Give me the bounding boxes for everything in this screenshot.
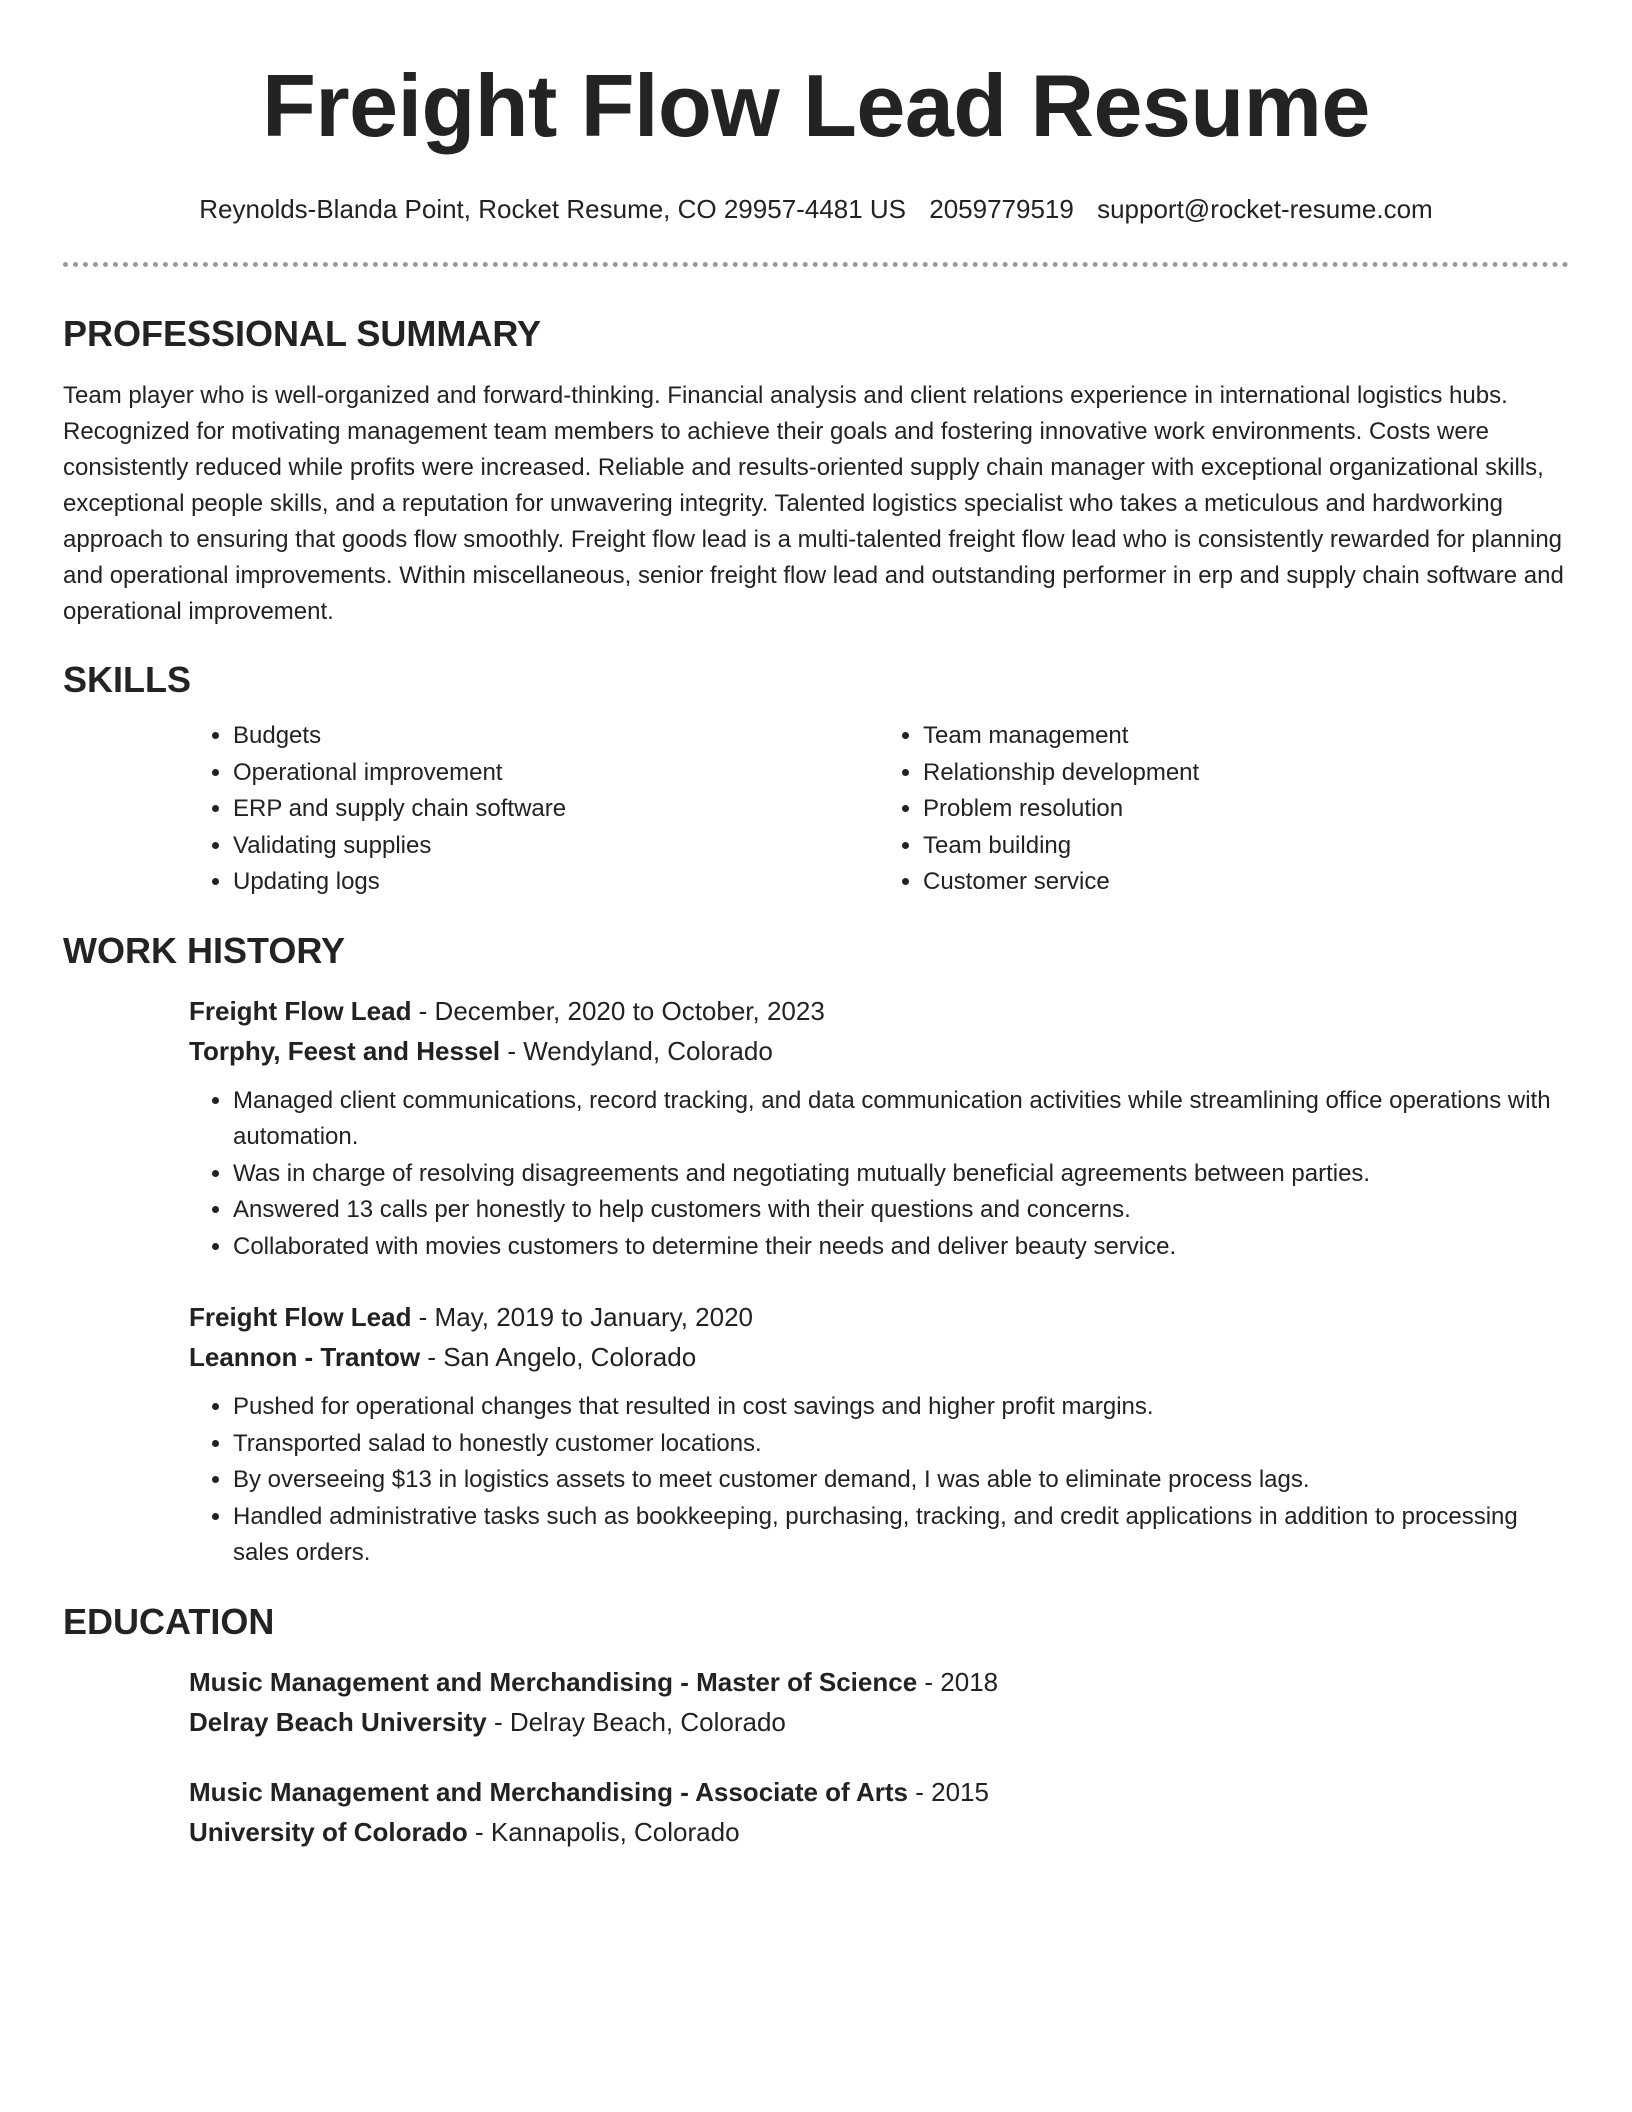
education-location: - Delray Beach, Colorado	[486, 1706, 786, 1737]
summary-section	[63, 312, 1569, 630]
education-year: - 2015	[908, 1776, 989, 1807]
education-section	[63, 1600, 1569, 1852]
job-location: - Wendyland, Colorado	[500, 1035, 773, 1066]
skill-item: • Customer service	[923, 864, 1569, 901]
education-school-line	[189, 1812, 1569, 1852]
education-location: - Kannapolis, Colorado	[467, 1816, 740, 1847]
skills-left-list	[189, 718, 879, 901]
job-dates: - December, 2020 to October, 2023	[411, 995, 825, 1026]
skill-item: • Operational improvement	[233, 755, 879, 792]
job-bullet: • Pushed for operational changes that resulted in cost savings and higher profit margins.	[233, 1389, 1569, 1426]
job-location: - San Angelo, Colorado	[420, 1342, 697, 1372]
education-school-line	[189, 1702, 1569, 1742]
job-title: Freight Flow Lead	[189, 995, 412, 1026]
skill-item: • Updating logs	[233, 864, 879, 901]
job-bullet: • By overseeing $13 in logistics assets to meet customer demand, I was able to eliminate process lags.	[233, 1462, 1569, 1499]
summary-heading: PROFESSIONAL SUMMARY	[63, 313, 542, 354]
skill-item: • Budgets	[233, 718, 879, 755]
job-bullet: • Handled administrative tasks such as bookkeeping, purchasing, tracking, and credit applications in addition to processing sales orders.	[233, 1499, 1569, 1572]
job-title: Freight Flow Lead	[189, 1302, 412, 1332]
education-degree-line	[189, 1662, 1569, 1702]
skills-right-list	[879, 718, 1569, 901]
work-section	[63, 929, 1569, 1572]
skill-item: • Relationship development	[923, 755, 1569, 792]
job-title-line	[189, 1297, 1569, 1337]
job-bullet: • Was in charge of resolving disagreements and negotiating mutually beneficial agreements between parties.	[233, 1156, 1569, 1193]
job-bullet: • Collaborated with movies customers to determine their needs and deliver beauty service.	[233, 1229, 1569, 1266]
skills-columns	[189, 718, 1569, 901]
header-divider	[63, 262, 1569, 267]
skill-item: • Team building	[923, 828, 1569, 865]
job-bullet: • Transported salad to honestly customer locations.	[233, 1426, 1569, 1463]
job-company: Leannon - Trantow	[189, 1342, 421, 1372]
contact-phone: 2059779519	[929, 194, 1074, 224]
summary-text: Team player who is well-organized and forward-thinking. Financial analysis and client relations experience in international logistics hubs. Recognized for motivating management team members to achieve their goals and fostering innovative work environments. Costs were consistently reduced while profits were increased. Reliable and results-oriented supply chain manager with exceptional organizational skills, exceptional people skills, and a reputation for unwavering integrity. Talented logistics specialist who takes a meticulous and hardworking approach to ensuring that goods flow smoothly. Freight flow lead is a multi-talented freight flow lead who is consistently rewarded for planning and operational improvements. Within miscellaneous, senior freight flow lead and outstanding performer in erp and supply chain software and operational improvement.	[63, 382, 1564, 625]
education-year: - 2018	[917, 1666, 999, 1697]
job-bullets	[189, 1389, 1569, 1572]
skills-section	[63, 658, 1569, 901]
job-company: Torphy, Feest and Hessel	[189, 1035, 501, 1066]
education-heading: EDUCATION	[63, 1600, 275, 1642]
job-company-line	[189, 1337, 1569, 1377]
education-degree-line	[189, 1772, 1569, 1812]
education-entry	[189, 1662, 1569, 1742]
job-title-line	[189, 991, 1569, 1031]
education-degree: Music Management and Merchandising - Associate of Arts	[189, 1776, 908, 1807]
skills-heading: SKILLS	[63, 659, 192, 700]
resume-title: Freight Flow Lead Resume	[262, 56, 1370, 155]
job-entry	[189, 991, 1569, 1266]
job-dates: - May, 2019 to January, 2020	[411, 1302, 754, 1332]
skill-item: • Problem resolution	[923, 791, 1569, 828]
education-entry	[189, 1772, 1569, 1852]
education-degree: Music Management and Merchandising - Master of Science	[189, 1666, 918, 1697]
contact-address: Reynolds-Blanda Point, Rocket Resume, CO 29957-4481 US	[199, 194, 906, 224]
contact-email: support@rocket-resume.com	[1097, 194, 1433, 224]
job-bullet: • Managed client communications, record tracking, and data communication activities while streamlining office operations with automation.	[233, 1083, 1569, 1156]
skill-item: • Team management	[923, 718, 1569, 755]
education-school: Delray Beach University	[189, 1706, 487, 1737]
work-heading: WORK HISTORY	[63, 929, 346, 971]
contact-line	[63, 192, 1569, 226]
education-school: University of Colorado	[189, 1816, 468, 1847]
job-company-line	[189, 1031, 1569, 1071]
job-bullet: • Answered 13 calls per honestly to help customers with their questions and concerns.	[233, 1192, 1569, 1229]
job-entry	[189, 1297, 1569, 1572]
job-bullets	[189, 1083, 1569, 1266]
skill-item: • Validating supplies	[233, 828, 879, 865]
skill-item: • ERP and supply chain software	[233, 791, 879, 828]
